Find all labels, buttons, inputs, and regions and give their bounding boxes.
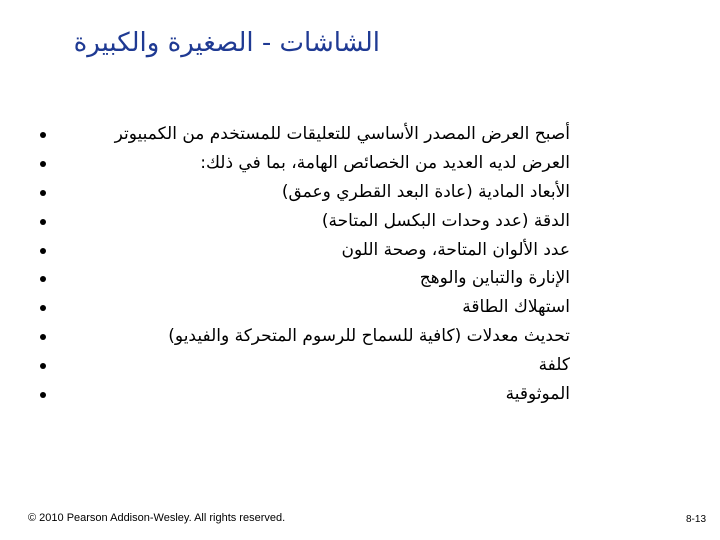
bullet-dot-icon: [40, 248, 46, 254]
bullet-dot-icon: [40, 161, 46, 167]
bullet-dot-icon: [40, 276, 46, 282]
bullet-text: كلفة: [538, 355, 570, 376]
bullet-text: الدقة (عدد وحدات البكسل المتاحة): [321, 210, 570, 231]
bullet-item: [40, 207, 570, 236]
bullet-item: [40, 120, 570, 149]
bullet-text: عدد الألوان المتاحة، وصحة اللون: [341, 239, 570, 260]
bullet-dot-icon: [40, 334, 46, 340]
bullet-item: [40, 293, 570, 322]
bullet-item: [40, 236, 570, 265]
bullet-text: أصبح العرض المصدر الأساسي للتعليقات للمستخدم من الكمبيوتر: [114, 124, 570, 144]
bullet-item: [40, 149, 570, 178]
bullet-item: [40, 380, 570, 409]
bullet-text: تحديث معدلات (كافية للسماح للرسوم المتحركة والفيديو): [168, 326, 570, 347]
bullet-text: الإنارة والتباين والوهج: [419, 268, 570, 289]
bullet-dot-icon: [40, 219, 46, 225]
bullet-dot-icon: [40, 363, 46, 369]
bullet-item: [40, 178, 570, 207]
slide-title: الشاشات - الصغيرة والكبيرة: [73, 28, 380, 58]
bullet-text: العرض لديه العديد من الخصائص الهامة، بما في ذلك:: [200, 152, 570, 173]
bullet-text: الموثوقية: [505, 384, 570, 405]
bullet-item: [40, 264, 570, 293]
bullet-text: الأبعاد المادية (عادة البعد القطري وعمق): [281, 181, 570, 202]
bullet-dot-icon: [40, 132, 46, 138]
bullet-list: [40, 120, 570, 409]
footer-copyright: © 2010 Pearson Addison-Wesley. All rights reserved.: [28, 512, 286, 524]
bullet-item: [40, 322, 570, 351]
bullet-dot-icon: [40, 392, 46, 398]
bullet-dot-icon: [40, 305, 46, 311]
bullet-dot-icon: [40, 190, 46, 196]
bullet-text: استهلاك الطاقة: [462, 297, 570, 318]
footer-page-number: 8-13: [685, 514, 706, 525]
bullet-item: [40, 351, 570, 380]
